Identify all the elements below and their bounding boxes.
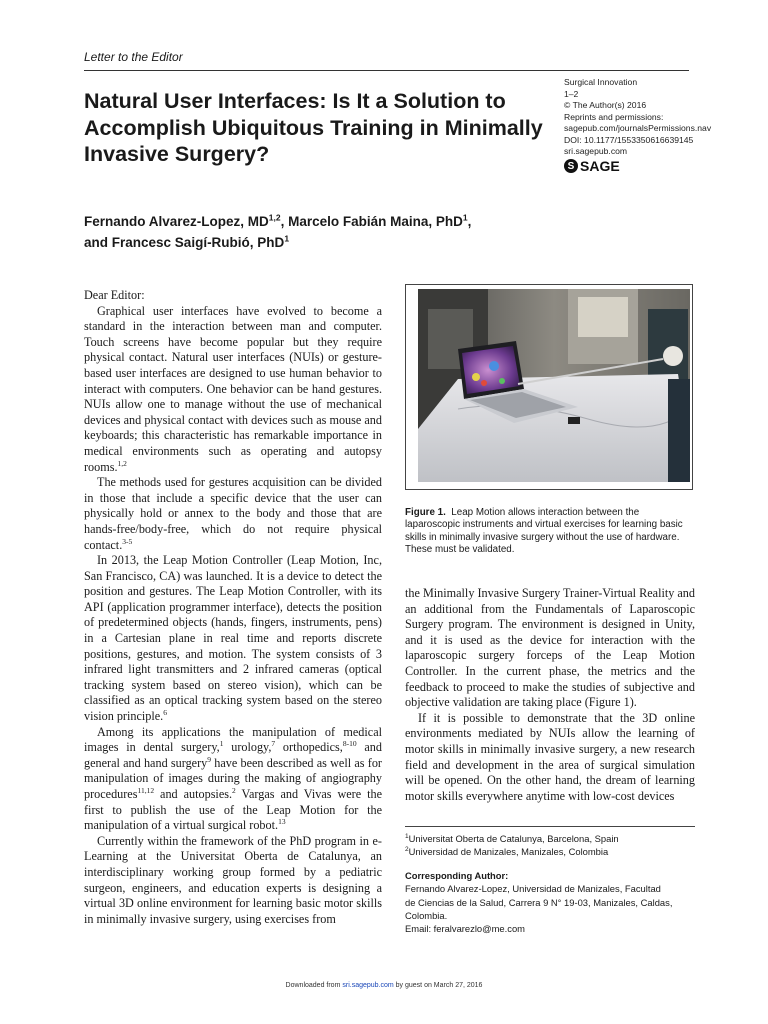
author-name: Fernando Alvarez-Lopez, MD	[84, 214, 269, 229]
corresponding-author-line: Fernando Alvarez-Lopez, Universidad de Manizales, Facultad	[405, 883, 661, 895]
paragraph: Currently within the framework of the PhD program in e-Learning at the Universitat Oberta de Catalunya, an interdisciplinary working group formed by a pediatric surgeon, engineers, and education experts is designing a virtual 3D online environment for learning basic motor skills in minimally invasive surgery, using exercises from	[84, 833, 382, 926]
author-list: Fernando Alvarez-Lopez, MD$^{1,2}$, Marcelo Fabián Maina, PhD$^1$, and Francesc Saigí-Rubió, PhD$^1$	[84, 212, 472, 250]
doi: DOI: 10.1177/1553350616639145	[564, 134, 694, 145]
citation: 3-5	[122, 536, 133, 546]
header-rule	[84, 70, 689, 71]
author-name: Francesc Saigí-Rubió, PhD	[111, 235, 285, 250]
figure-label: Figure 1.	[405, 507, 446, 518]
reprints-link[interactable]: sagepub.com/journalsPermissions.nav	[564, 123, 712, 133]
citation: 1,2	[117, 458, 127, 468]
citation: 11,12	[137, 785, 155, 795]
corresponding-author-line: de Ciencias de la Salud, Carrera 9 N° 19-03, Manizales, Caldas,	[405, 896, 673, 908]
body-column-right	[405, 586, 695, 804]
figure-photo	[418, 289, 690, 482]
sage-s-icon: S	[564, 159, 578, 173]
citation: 2	[232, 785, 236, 795]
page-range: 1–2	[564, 88, 579, 99]
corresponding-author-line: Colombia.	[405, 910, 448, 922]
citation: 7	[271, 739, 276, 749]
salutation: Dear Editor:	[84, 288, 145, 302]
affiliation: $^2$Universidad de Manizales, Manizales, Colombia	[405, 846, 609, 858]
author-name: Marcelo Fabián Maina, PhD	[288, 214, 463, 229]
article-title: Natural User Interfaces: Is It a Solution to Accomplish Ubiquitous Training in Minimally Invasive Surgery?	[84, 89, 543, 166]
paragraph: the Minimally Invasive Surgery Trainer-Virtual Reality and an additional from the Fundamentals of Laparoscopic Surgery program. The environment is designed in Unity, and it is used as the device for interaction with the laparoscopic surgery forceps of the Leap Motion Controller. In the current phase, the metrics and the feedback to proceed to make the studies of subjective and objective validation are taking place (Figure 1).	[405, 586, 695, 710]
paragraph: Graphical user interfaces have evolved to become a standard in the interaction between man and computer. Touch screens have become popular but they require physical contact. Natural user interfaces (NUIs) or gesture-based user interfaces are designed to use human behavior to interact with computers. One behavior can be hand gestures. NUIs allow one to manage without the use of mechanical devices and physical contact with devices such as mouse and keyboards; this characteristic has remarkable importance in medical environments such as operating and autopsy rooms.$^{1,2}$	[84, 303, 382, 474]
paragraph: In 2013, the Leap Motion Controller (Leap Motion, Inc, San Francisco, CA) was launched. It is a device to detect the position and gestures. The Leap Motion Controller, with its API (application programmer interface), detects the position of predetermined objects (hands, fingers, instruments, pens) in a Cartesian plane in real time and reports discrete positions, gestures, and motion. The system consists of 3 infrared light transmitters and 2 infrared cameras (optical tracking system based on stereo vision), which can be classified as an optical tracking system based on the stereo vision principle.$^6$	[84, 553, 382, 724]
affiliation-mark: 1	[284, 233, 290, 244]
publisher-logo	[564, 158, 620, 174]
download-site-link[interactable]: sri.sagepub.com	[342, 982, 394, 989]
body-column-left	[84, 288, 382, 927]
journal-name: Surgical Innovation	[564, 77, 638, 87]
affiliation-mark: 1,2	[268, 212, 281, 223]
publisher-name: SAGE	[580, 158, 620, 174]
footnote-rule	[405, 826, 695, 827]
author-conjunction: and	[84, 235, 112, 250]
affiliation-mark: 1	[462, 212, 468, 223]
paragraph: If it is possible to demonstrate that the 3D online environments mediated by NUIs allow the learning of motor skills in minimally invasive surgery, a new research field and development in the area of surgical simulation will be opened. On the other hand, the dream of learning motor skills everywhere anytime with low-cost devices	[405, 710, 695, 803]
citation: 13	[278, 817, 286, 827]
figure-caption	[405, 507, 695, 557]
reprints-label: Reprints and permissions:	[564, 111, 664, 122]
paragraph: Among its applications the manipulation of medical images in dental surgery,$^1$ urology,$^7$ orthopedics,$^{8-10}$ and general and hand surgery$^9$ have been described as well as for manipulation of images during the making of angiography procedures$^{11,12}$ and autopsies.$^2$ Vargas and Vivas were the first to publish the use of the Leap Motion for the manipulation of a virtual surgical robot.$^{13}$	[84, 724, 382, 833]
download-notice: Downloaded from sri.sagepub.com by guest on March 27, 2016	[285, 982, 483, 989]
figure-caption-text: Leap Motion allows interaction between the laparoscopic instruments and virtual exercises for learning basic skills in minimally invasive surgery without the use of hardware. These must be validated.	[405, 507, 683, 556]
corresponding-author-email[interactable]: Email: feralvarezlo@me.com	[405, 923, 525, 935]
journal-site-link[interactable]: sri.sagepub.com	[564, 146, 628, 156]
citation: 8-10	[342, 739, 357, 749]
paragraph: The methods used for gestures acquisition can be divided in those that include a specific device that the user can physically hold or annex to the body and those that are hands-free/body-free, which do not require physical contact.$^{3-5}$	[84, 475, 382, 552]
citation: 1	[219, 739, 224, 749]
citation: 6	[163, 707, 167, 717]
corresponding-author-label: Corresponding Author:	[405, 869, 509, 881]
copyright: © The Author(s) 2016	[564, 100, 647, 110]
section-label: Letter to the Editor	[84, 50, 183, 64]
journal-meta	[564, 77, 744, 158]
footnotes	[405, 832, 695, 936]
citation: 9	[207, 754, 211, 764]
affiliation: $^1$Universitat Oberta de Catalunya, Barcelona, Spain	[405, 832, 619, 844]
